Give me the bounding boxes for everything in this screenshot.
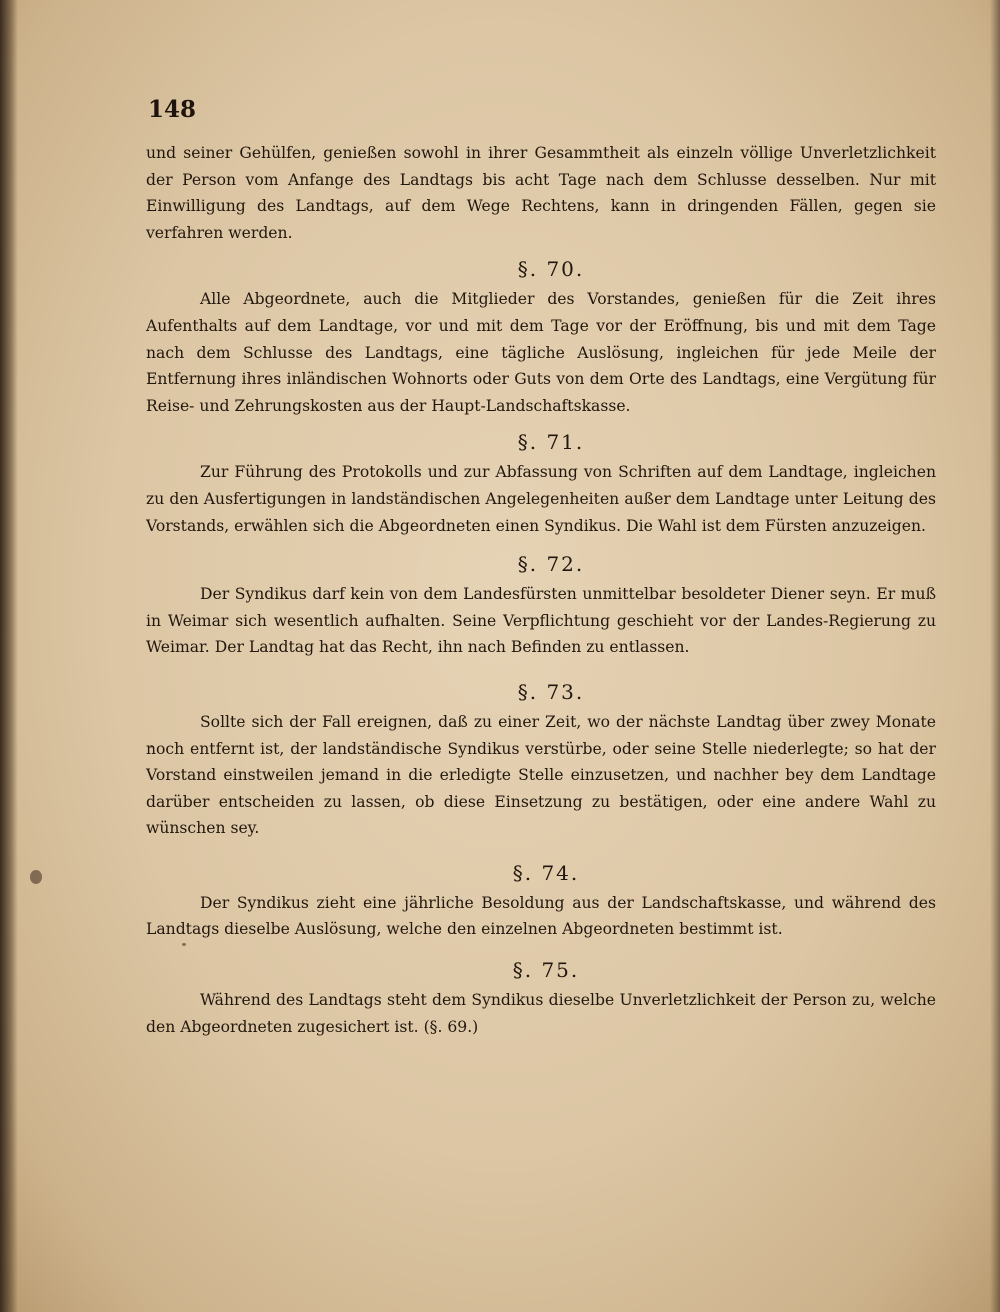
section-text-73: Sollte sich der Fall ereignen, daß zu einer Zeit, wo der nächste Landtag über zwey Monate noch entfernt ist, der landständische Syndikus verstürbe, oder seine Stelle niederlegte; so hat der Vorstand einstweilen jemand in die erledigte Stelle einzusetzen, und nachher bey dem Landtage darüber entscheiden zu lassen, ob diese Einsetzung zu bestätigen, oder eine andere Wahl zu wünschen sey. (146, 712, 936, 838)
section-heading-72: §. 72. (517, 552, 585, 577)
section-text-72: Der Syndikus darf kein von dem Landesfürsten unmittelbar besoldeter Diener seyn. Er muß in Weimar sich wesentlich aufhalten. Seine Verpflichtung geschieht vor der Landes-Regierung zu Weimar. Der Landtag hat das Recht, ihn nach Befinden zu entlassen. (146, 585, 936, 657)
section-text-75: Während des Landtags steht dem Syndikus dieselbe Unverletzlichkeit der Person zu, welche den Abgeordneten zugesichert ist. (§. 69.) (146, 991, 936, 1036)
section-text-70: Alle Abgeordnete, auch die Mitglieder des Vorstandes, genießen für die Zeit ihres Aufenthalts auf dem Landtage, vor und mit dem Tage vor der Eröffnung, bis und mit dem Tage nach dem Schlusse des Landtags, eine tägliche Auslösung, ingleichen für jede Meile der Entfernung ihres inländischen Wohnorts oder Guts von dem Orte des Landtags, eine Vergütung für Reise- und Zehrungskosten aus der Haupt-Landschaftskasse. (146, 290, 936, 415)
page-number: 148 (148, 96, 197, 123)
section-heading-75: §. 75. (512, 958, 580, 983)
section-heading-70: §. 70. (517, 257, 585, 282)
section-heading-73: §. 73. (517, 679, 585, 704)
section-heading-74: §. 74. (512, 860, 580, 885)
section-heading-71: §. 71. (517, 430, 585, 455)
intro-paragraph: und seiner Gehülfen, genießen sowohl in ihrer Gesammtheit als einzeln völlige Unverletzlichkeit der Person vom Anfange des Landtags bis acht Tage nach dem Schlusse desselben. Nur mit Einwilligung des Landtags, auf dem Wege Rechtens, kann in dringenden Fällen, gegen sie verfahren werden. (146, 144, 936, 242)
section-text-74: Der Syndikus zieht eine jährliche Besoldung aus der Landschaftskasse, und während des Landtags dieselbe Auslösung, welche den einzelnen Abgeordneten bestimmt ist. (146, 893, 936, 939)
paper-speck (30, 870, 42, 884)
text-block (146, 140, 936, 1040)
section-text-71: Zur Führung des Protokolls und zur Abfassung von Schriften auf dem Landtage, ingleichen zu den Ausfertigungen in landständischen Angelegenheiten außer dem Landtage unter Leitung des Vorstands, erwählen sich die Abgeordneten einen Syndikus. Die Wahl ist dem Fürsten anzuzeigen. (146, 463, 936, 535)
